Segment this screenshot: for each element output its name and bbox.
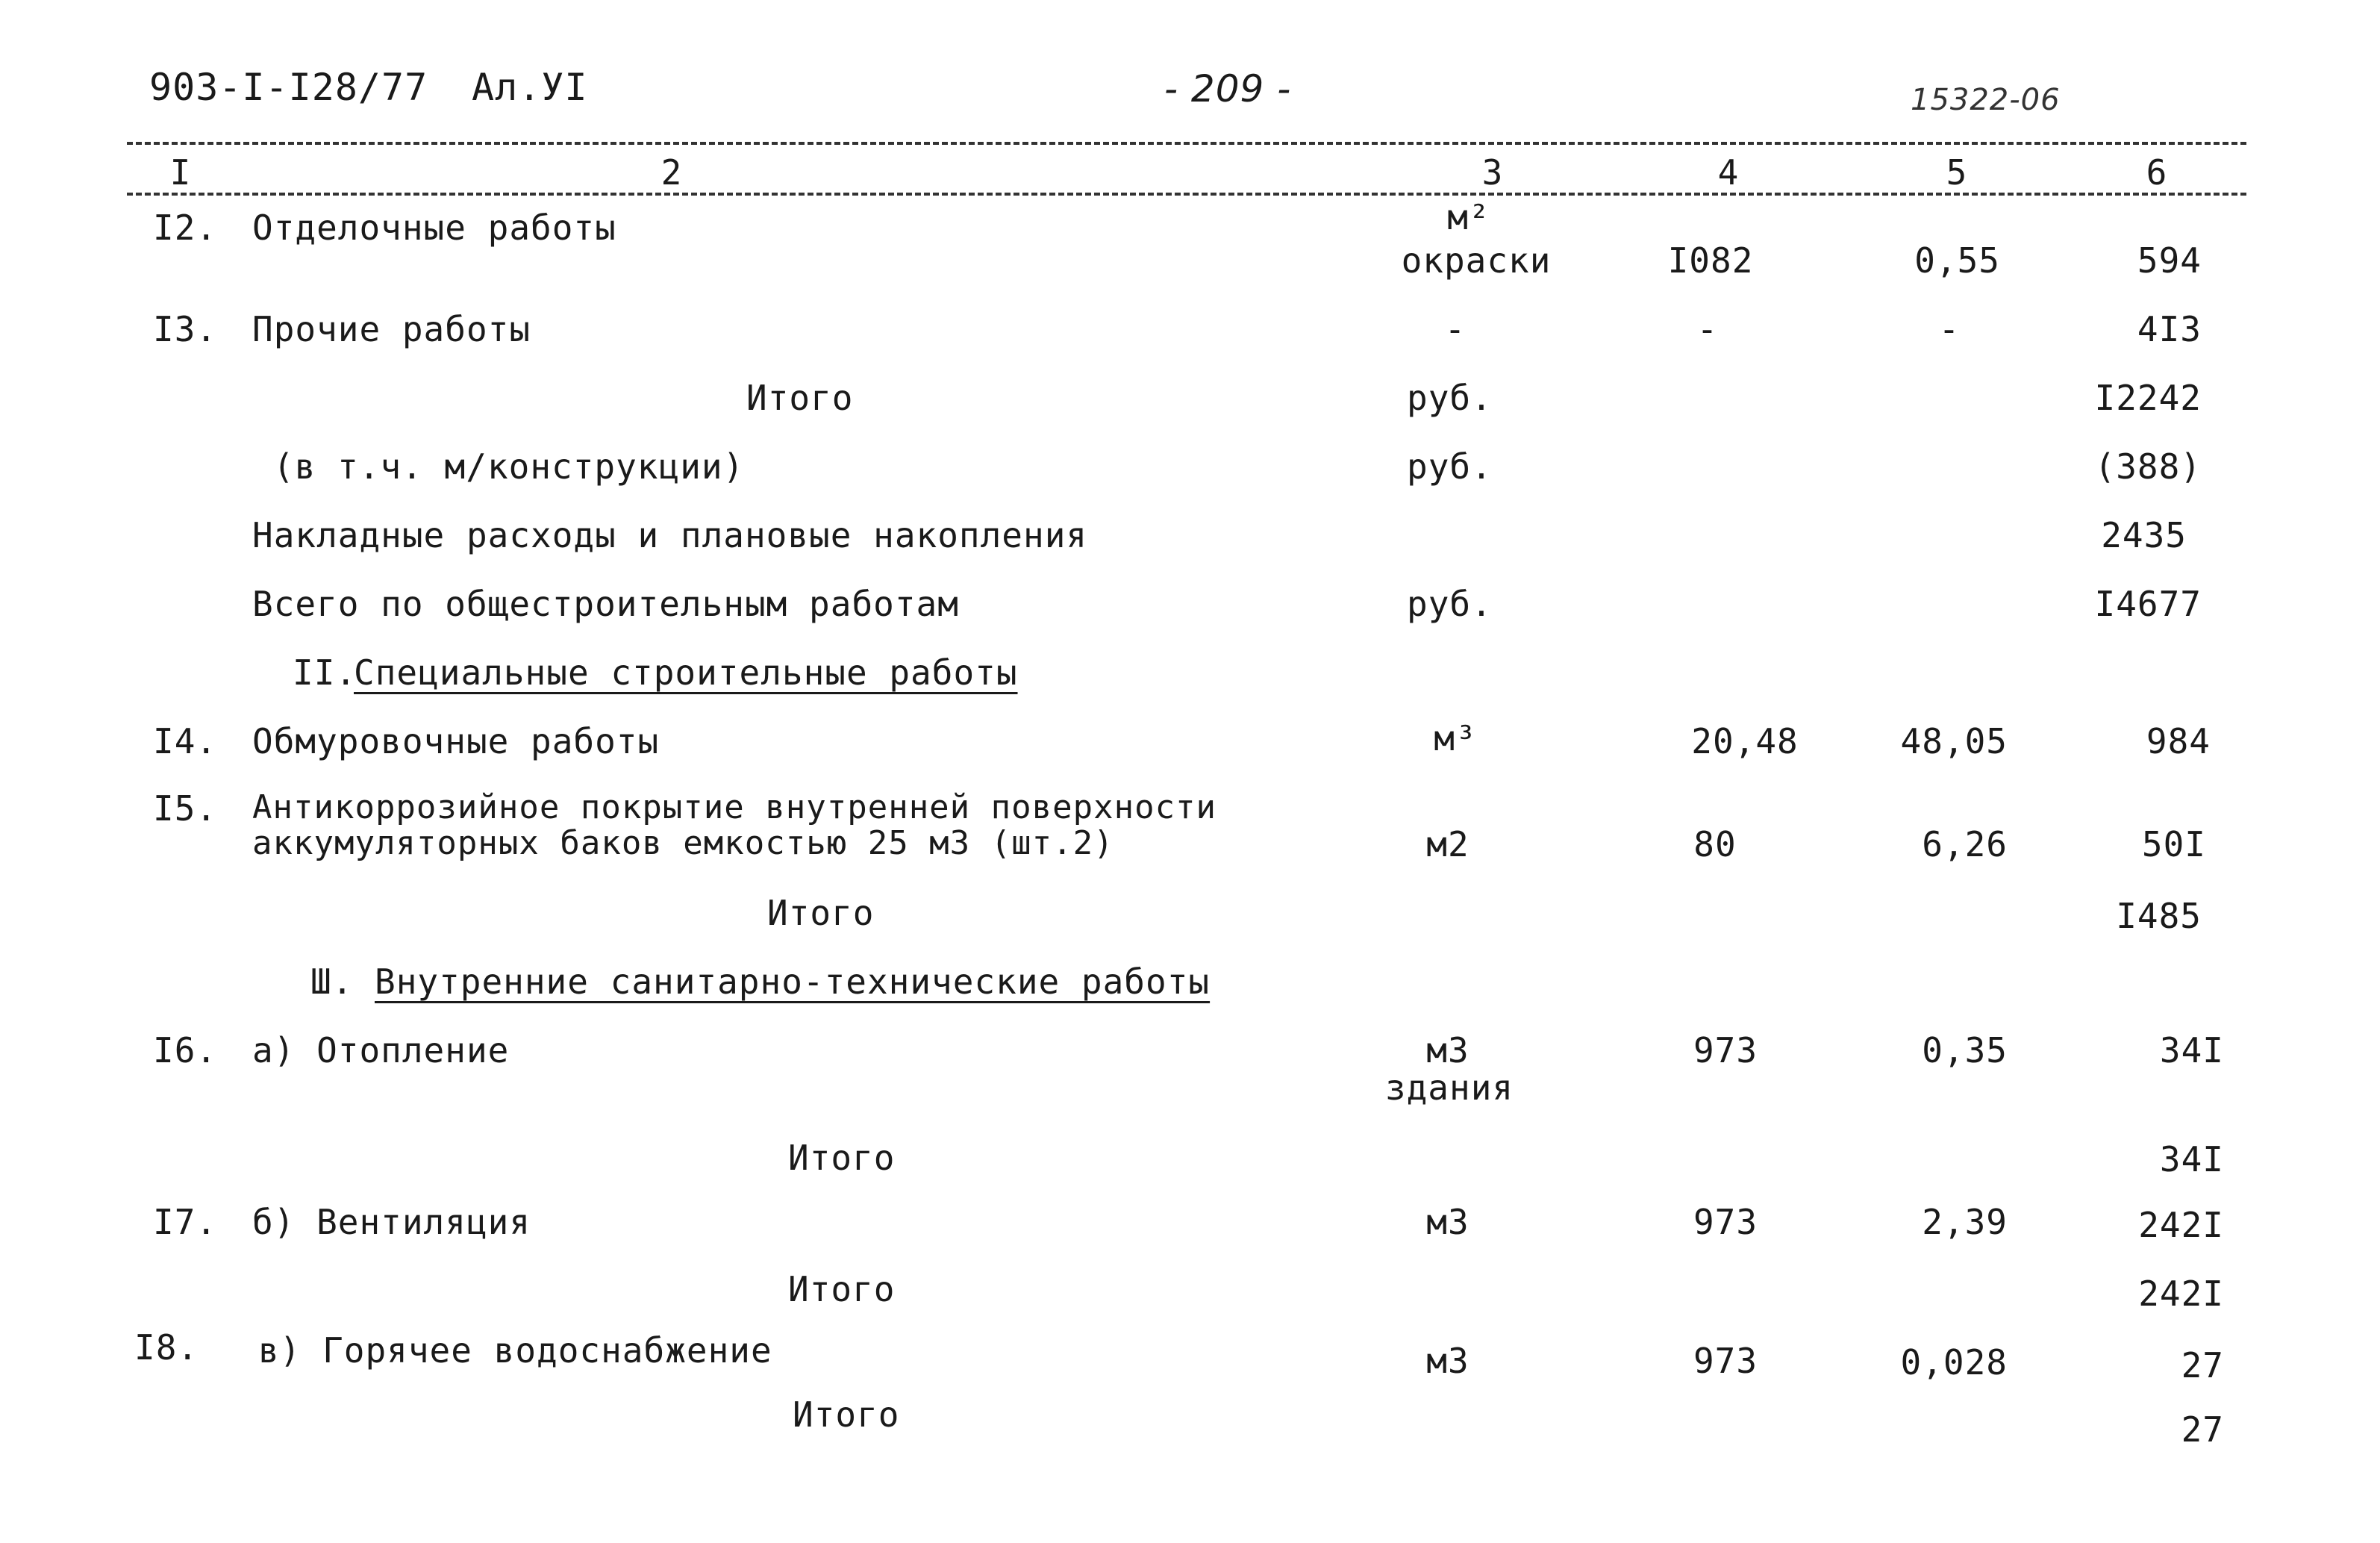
row-unit: м² — [1447, 197, 1490, 237]
row-name: б) Вентиляция — [252, 1202, 531, 1242]
section-title: Внутренние санитарно-технические работы — [375, 961, 1211, 1002]
row-quantity: 20,48 — [1691, 721, 1799, 761]
row-unit: м2 — [1426, 824, 1469, 864]
row-number: I4. — [153, 721, 218, 761]
section-number: II. — [293, 652, 357, 693]
row-quantity: 973 — [1693, 1341, 1758, 1381]
row-name: а) Отопление — [252, 1030, 510, 1070]
row-number: I7. — [153, 1202, 218, 1242]
row-name: Обмуровочные работы — [252, 721, 660, 761]
column-header-5: 5 — [1946, 152, 1968, 193]
row-number: I6. — [153, 1030, 218, 1070]
row-total: I2242 — [2094, 378, 2202, 418]
row-total: I485 — [2116, 896, 2202, 936]
row-quantity: 973 — [1693, 1030, 1758, 1070]
subtotal-label: Итого — [788, 1269, 896, 1309]
row-unit: руб. — [1407, 584, 1493, 624]
row-unit: руб. — [1407, 378, 1493, 418]
row-quantity: I082 — [1667, 240, 1754, 281]
row-unit: м3 — [1426, 1030, 1469, 1070]
row-total: 984 — [2146, 721, 2211, 761]
column-header-4: 4 — [1717, 152, 1740, 193]
row-total: 2435 — [2101, 515, 2187, 555]
row-name: Всего по общестроительным работам — [252, 584, 959, 624]
row-name: Накладные расходы и плановые накопления — [252, 515, 1088, 555]
subtotal-label: Итого — [788, 1138, 896, 1178]
page-number: - 209 - — [1164, 67, 1292, 110]
row-price: 0,028 — [1900, 1342, 2008, 1383]
row-price: 0,55 — [1914, 240, 2000, 281]
row-total: 242I — [2138, 1274, 2224, 1314]
subtotal-label: Итого — [793, 1394, 900, 1435]
row-total: 4I3 — [2137, 309, 2202, 349]
column-header-6: 6 — [2146, 152, 2168, 193]
row-name: Отделочные работы — [252, 208, 616, 248]
section-title: Специальные строительные работы — [354, 652, 1018, 693]
row-total: 34I — [2159, 1139, 2224, 1179]
row-quantity: 973 — [1693, 1202, 1758, 1242]
row-number: I8. — [134, 1327, 199, 1368]
row-total: 242I — [2138, 1205, 2224, 1245]
subtotal-label: Итого — [767, 893, 875, 933]
row-unit-detail: окраски — [1401, 240, 1552, 281]
album-number: Ал.УI — [472, 66, 588, 109]
row-name-continuation: аккумуляторных баков емкостью 25 м3 (шт.2) — [252, 824, 1114, 862]
column-header-3: 3 — [1481, 152, 1504, 193]
row-unit: - — [1444, 309, 1467, 349]
section-number: Ш. — [310, 961, 354, 1002]
row-total: (388) — [2094, 446, 2202, 487]
row-unit-detail: здания — [1384, 1067, 1514, 1108]
row-price: 48,05 — [1900, 721, 2008, 761]
row-price: 2,39 — [1922, 1202, 2008, 1242]
document-code: 903-I-I28/77 — [149, 66, 428, 109]
row-unit: м³ — [1434, 718, 1477, 758]
row-unit: м3 — [1426, 1202, 1469, 1242]
row-total: 27 — [2181, 1345, 2224, 1385]
row-number: I2. — [153, 208, 218, 248]
column-header-1: I — [169, 152, 192, 193]
row-price: 0,35 — [1922, 1030, 2008, 1070]
row-price: - — [1938, 309, 1961, 349]
row-name: Антикоррозийное покрытие внутренней поверхности — [252, 788, 1217, 826]
header-rule-top — [127, 142, 2246, 145]
row-total: 50I — [2141, 824, 2206, 864]
row-total: I4677 — [2094, 584, 2202, 624]
row-total: 27 — [2181, 1409, 2224, 1450]
subtotal-label: Итого — [746, 378, 854, 418]
row-unit: руб. — [1407, 446, 1493, 487]
row-total: 34I — [2159, 1030, 2224, 1070]
row-number: I5. — [153, 788, 218, 829]
row-name: (в т.ч. м/конструкции) — [273, 446, 745, 487]
row-quantity: 80 — [1693, 824, 1737, 864]
row-price: 6,26 — [1922, 824, 2008, 864]
row-name: Прочие работы — [252, 309, 531, 349]
header-rule-bottom — [127, 193, 2246, 196]
row-quantity: - — [1696, 309, 1719, 349]
row-number: I3. — [153, 309, 218, 349]
row-total: 594 — [2137, 240, 2202, 281]
row-unit: м3 — [1426, 1341, 1469, 1381]
row-name: в) Горячее водоснабжение — [258, 1330, 772, 1371]
column-header-2: 2 — [660, 152, 683, 193]
stamp-number: 15322-06 — [1911, 83, 2061, 117]
